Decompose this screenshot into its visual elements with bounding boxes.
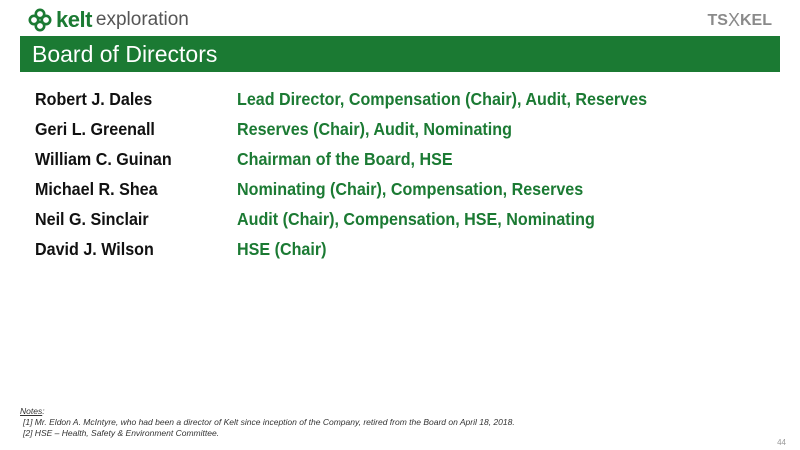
page-title: Board of Directors <box>32 41 218 67</box>
exchange-x-mark: X <box>727 10 740 30</box>
director-roles: HSE (Chair) <box>237 238 327 259</box>
company-logo <box>28 7 189 33</box>
footnote-item: [1] Mr. Eldon A. McIntyre, who had been a director of Kelt since inception of the Company, retired from the Board on April 18, 2018. <box>23 417 515 427</box>
director-row <box>35 114 755 144</box>
logo-suffix-text: exploration <box>95 9 189 30</box>
director-name: Neil G. Sinclair <box>35 208 149 229</box>
director-row <box>35 144 755 174</box>
director-name: William C. Guinan <box>35 148 172 169</box>
title-banner <box>20 36 780 72</box>
director-roles: Chairman of the Board, HSE <box>237 148 453 169</box>
logo-brand-text: kelt <box>56 7 92 32</box>
director-row <box>35 234 755 264</box>
exchange-ticker <box>708 9 772 30</box>
director-roles: Lead Director, Compensation (Chair), Audit, Reserves <box>237 88 648 109</box>
director-roles: Reserves (Chair), Audit, Nominating <box>237 118 512 139</box>
director-row <box>35 84 755 114</box>
directors-list <box>35 84 755 264</box>
celtic-knot-icon <box>28 8 52 32</box>
page-number: 44 <box>777 438 786 447</box>
exchange-prefix: TS <box>707 12 728 29</box>
director-name: Michael R. Shea <box>35 178 158 199</box>
director-roles: Nominating (Chair), Compensation, Reserves <box>237 178 584 199</box>
director-name: David J. Wilson <box>35 238 154 259</box>
director-name: Geri L. Greenall <box>35 118 155 139</box>
director-roles: Audit (Chair), Compensation, HSE, Nominating <box>237 208 595 229</box>
director-row <box>35 204 755 234</box>
notes-heading: Notes <box>20 406 43 416</box>
director-name: Robert J. Dales <box>35 88 153 109</box>
ticker-symbol: KEL <box>740 12 772 29</box>
footnotes: Notes: [1] Mr. Eldon A. McIntyre, who had been a director of Kelt since inception of the Company, retired from the Board on April 18, 2018. [2] HSE – Health, Safety & Environment Committee. <box>20 406 515 438</box>
footnote-item: [2] HSE – Health, Safety & Environment Committee. <box>23 428 220 438</box>
director-row <box>35 174 755 204</box>
